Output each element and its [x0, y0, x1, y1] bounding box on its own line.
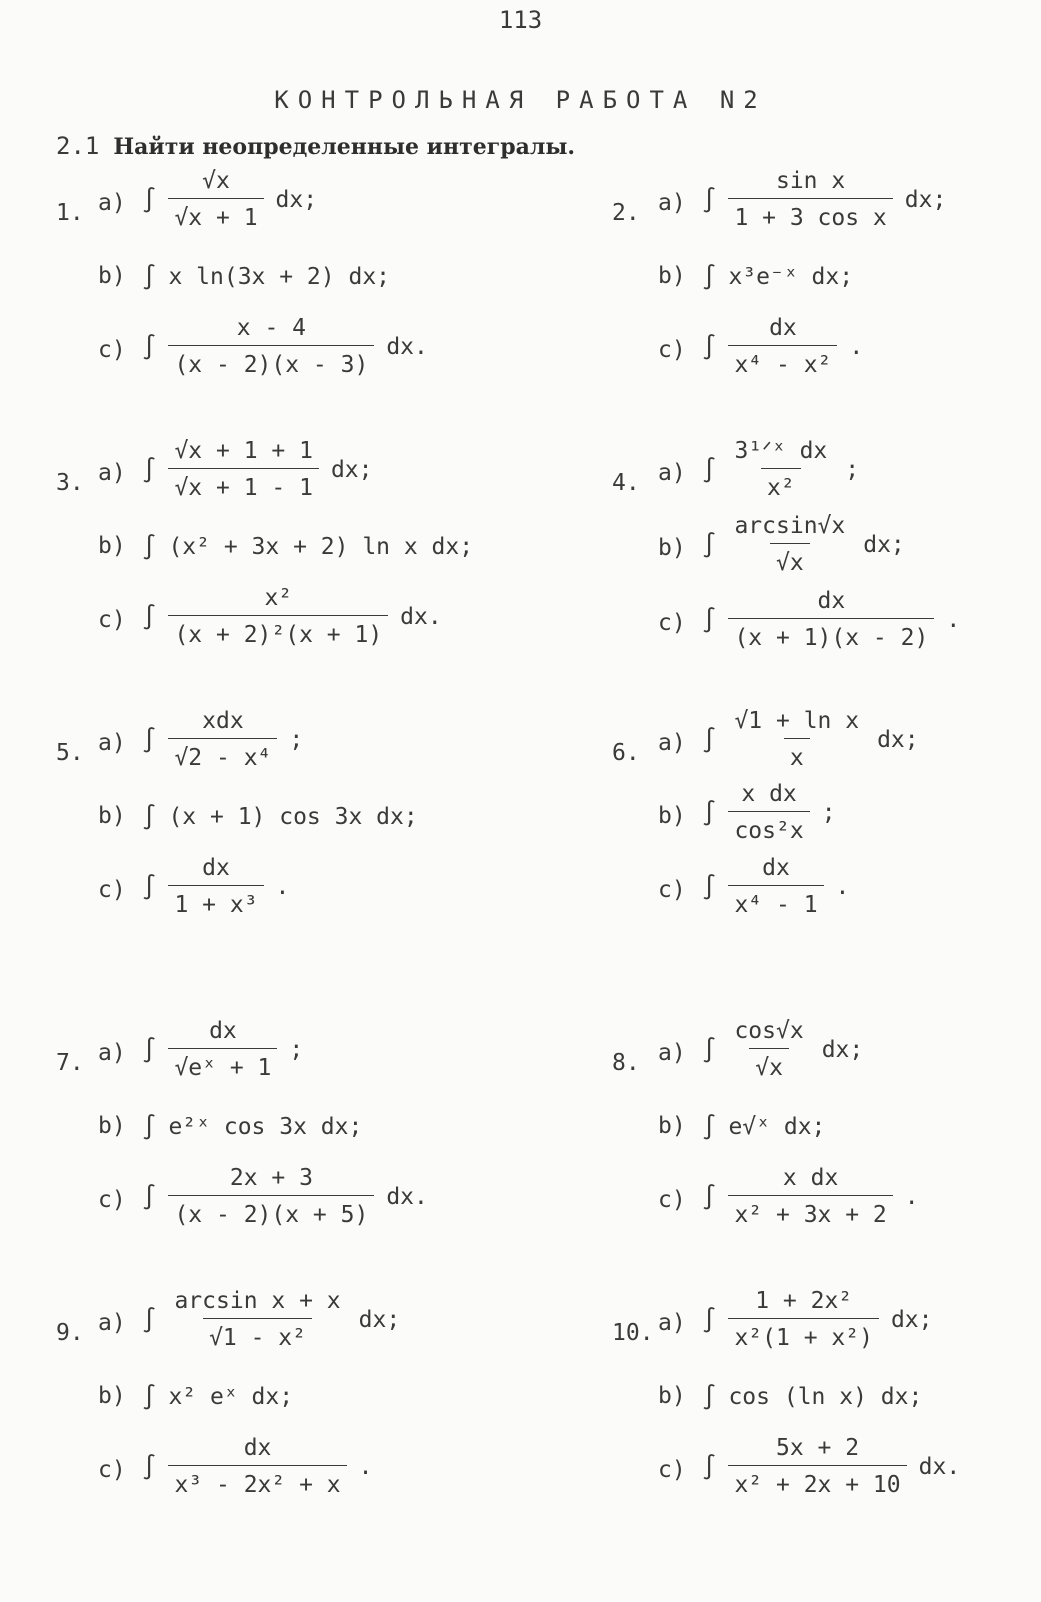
- part-label: a): [658, 460, 686, 486]
- integral-sign-icon: ∫: [142, 602, 157, 631]
- problem-number: 1.: [56, 200, 84, 226]
- integral-expression: [142, 1165, 428, 1228]
- integral-expression: [142, 168, 317, 231]
- integral-expression: [702, 315, 863, 378]
- fraction: [168, 1435, 346, 1498]
- integral-expression: [702, 588, 960, 651]
- integral-expression: [142, 533, 473, 561]
- integral-expression: [142, 263, 390, 291]
- denominator: x³ - 2x² + x: [168, 1465, 346, 1498]
- suffix: .: [275, 873, 290, 900]
- problem-number: 10.: [612, 1320, 654, 1346]
- numerator: arcsin x + x: [174, 1288, 341, 1314]
- integral-expression: [142, 803, 418, 831]
- suffix: dx.: [386, 333, 428, 360]
- part-label: c): [658, 610, 686, 636]
- integral-sign-icon: ∫: [142, 455, 157, 484]
- part-label: a): [98, 1310, 126, 1336]
- integral-sign-icon: ∫: [702, 1305, 717, 1334]
- integral-expression: [142, 315, 428, 378]
- fraction: [728, 781, 809, 844]
- part-label: b): [658, 263, 686, 289]
- integral-sign-icon: ∫: [702, 1035, 717, 1064]
- numerator: 3¹ᐟˣ dx: [734, 438, 828, 464]
- suffix: ;: [289, 1036, 304, 1063]
- expression-text: e√ˣ dx;: [728, 1114, 826, 1140]
- integral-sign-icon: ∫: [142, 332, 157, 361]
- problem-number: 8.: [612, 1050, 640, 1076]
- part-label: a): [98, 190, 126, 216]
- integral-expression: [702, 1383, 922, 1411]
- denominator: √x: [749, 1048, 789, 1081]
- integral-expression: [702, 438, 859, 501]
- integral-sign-icon: ∫: [702, 1383, 717, 1411]
- numerator: 2x + 3: [229, 1165, 313, 1191]
- part-label: b): [98, 533, 126, 559]
- section-text: Найти неопределенные интегралы.: [113, 134, 576, 160]
- part-label: c): [98, 337, 126, 363]
- denominator: cos²x: [728, 811, 809, 844]
- integral-sign-icon: ∫: [142, 1035, 157, 1064]
- part-label: a): [98, 730, 126, 756]
- integral-expression: [702, 263, 853, 291]
- fraction: [168, 1288, 346, 1351]
- denominator: x⁴ - x²: [728, 345, 837, 378]
- denominator: √2 - x⁴: [168, 738, 277, 771]
- expression-text: (x + 1) cos 3x dx;: [168, 804, 418, 830]
- fraction: [728, 1435, 906, 1498]
- integral-expression: [702, 1113, 825, 1141]
- integral-sign-icon: ∫: [702, 872, 717, 901]
- numerator: 1 + 2x²: [755, 1288, 853, 1314]
- denominator: √x + 1 - 1: [168, 468, 318, 501]
- suffix: dx;: [890, 1306, 933, 1333]
- section-heading: [56, 132, 575, 160]
- part-label: b): [658, 803, 686, 829]
- denominator: √x + 1: [168, 198, 263, 231]
- integral-expression: [142, 1288, 400, 1351]
- denominator: √x: [770, 543, 810, 576]
- integral-sign-icon: ∫: [142, 185, 157, 214]
- integral-sign-icon: ∫: [702, 455, 717, 484]
- integral-sign-icon: ∫: [702, 1182, 717, 1211]
- suffix: dx;: [821, 1036, 864, 1063]
- page-title: КОНТРОЛЬНАЯ РАБОТА N2: [274, 86, 767, 114]
- suffix: dx.: [386, 1183, 428, 1210]
- integral-sign-icon: ∫: [702, 263, 717, 291]
- denominator: x²: [761, 468, 801, 501]
- integral-expression: [702, 855, 849, 918]
- part-label: b): [658, 535, 686, 561]
- integral-sign-icon: ∫: [702, 798, 717, 827]
- suffix: ;: [289, 726, 304, 753]
- numerator: √x: [202, 168, 230, 194]
- problem-number: 6.: [612, 740, 640, 766]
- expression-text: x² eˣ dx;: [168, 1384, 294, 1410]
- part-label: c): [658, 1457, 686, 1483]
- numerator: xdx: [202, 708, 244, 734]
- expression-text: cos (ln x) dx;: [728, 1384, 923, 1410]
- problem-number: 7.: [56, 1050, 84, 1076]
- fraction: [728, 438, 833, 501]
- integral-sign-icon: ∫: [142, 725, 157, 754]
- integral-expression: [142, 708, 303, 771]
- suffix: .: [946, 606, 961, 633]
- problem-number: 9.: [56, 1320, 84, 1346]
- suffix: dx.: [918, 1453, 961, 1480]
- integral-sign-icon: ∫: [142, 1383, 157, 1411]
- problem-number: 4.: [612, 470, 640, 496]
- fraction: [168, 438, 318, 501]
- integral-sign-icon: ∫: [702, 1452, 717, 1481]
- suffix: dx;: [904, 186, 947, 213]
- integral-sign-icon: ∫: [702, 185, 717, 214]
- part-label: b): [98, 1113, 126, 1139]
- denominator: x: [784, 738, 810, 771]
- part-label: a): [98, 460, 126, 486]
- suffix: dx;: [358, 1306, 401, 1333]
- integral-sign-icon: ∫: [142, 803, 157, 831]
- integral-expression: [702, 781, 836, 844]
- denominator: (x - 2)(x + 5): [168, 1195, 374, 1228]
- fraction: [168, 855, 263, 918]
- denominator: √eˣ + 1: [168, 1048, 277, 1081]
- integral-sign-icon: ∫: [142, 1305, 157, 1334]
- numerator: x dx: [782, 1165, 839, 1191]
- integral-expression: [702, 1165, 919, 1228]
- expression-text: (x² + 3x + 2) ln x dx;: [168, 534, 474, 560]
- numerator: 5x + 2: [775, 1435, 860, 1461]
- suffix: ;: [821, 799, 836, 826]
- expression-text: x³e⁻ˣ dx;: [728, 264, 854, 290]
- numerator: dx: [817, 588, 846, 614]
- denominator: x² + 2x + 10: [728, 1465, 906, 1498]
- integral-expression: [142, 438, 372, 501]
- part-label: a): [658, 730, 686, 756]
- integral-expression: [702, 708, 919, 771]
- integral-expression: [142, 1383, 293, 1411]
- numerator: cos√x: [734, 1018, 804, 1044]
- numerator: x²: [264, 585, 293, 611]
- part-label: c): [98, 877, 126, 903]
- fraction: [728, 513, 851, 576]
- section-number: 2.1: [56, 132, 100, 160]
- part-label: c): [658, 1187, 686, 1213]
- suffix: dx.: [400, 603, 442, 630]
- integral-expression: [142, 855, 289, 918]
- integral-expression: [702, 513, 905, 576]
- part-label: c): [98, 607, 126, 633]
- integral-expression: [142, 585, 442, 648]
- integral-expression: [142, 1113, 362, 1141]
- denominator: (x + 1)(x - 2): [728, 618, 934, 651]
- numerator: √x + 1 + 1: [174, 438, 313, 464]
- integral-sign-icon: ∫: [702, 605, 717, 634]
- integral-sign-icon: ∫: [702, 332, 717, 361]
- denominator: x²(1 + x²): [728, 1318, 878, 1351]
- problem-number: 3.: [56, 470, 84, 496]
- expression-text: e²ˣ cos 3x dx;: [168, 1114, 363, 1140]
- integral-sign-icon: ∫: [142, 1113, 157, 1141]
- part-label: a): [98, 1040, 126, 1066]
- fraction: [168, 585, 388, 648]
- numerator: x dx: [741, 781, 797, 807]
- integral-expression: [702, 168, 946, 231]
- fraction: [728, 855, 823, 918]
- fraction: [728, 1288, 878, 1351]
- suffix: ;: [845, 456, 860, 483]
- suffix: dx;: [863, 531, 905, 558]
- denominator: √1 - x²: [203, 1318, 312, 1351]
- integral-sign-icon: ∫: [142, 872, 157, 901]
- denominator: x⁴ - 1: [728, 885, 823, 918]
- fraction: [728, 1018, 809, 1081]
- fraction: [168, 315, 374, 378]
- part-label: a): [658, 1310, 686, 1336]
- part-label: b): [98, 263, 126, 289]
- integral-expression: [142, 1435, 372, 1498]
- fraction: [168, 168, 263, 231]
- suffix: dx;: [275, 186, 318, 213]
- part-label: a): [658, 190, 686, 216]
- part-label: b): [658, 1383, 686, 1409]
- integral-sign-icon: ∫: [142, 1182, 157, 1211]
- numerator: dx: [209, 1018, 237, 1044]
- fraction: [728, 588, 934, 651]
- numerator: dx: [762, 855, 790, 881]
- suffix: dx;: [877, 726, 919, 753]
- integral-sign-icon: ∫: [702, 725, 717, 754]
- numerator: sin x: [775, 168, 846, 194]
- suffix: .: [849, 333, 864, 360]
- integral-expression: [702, 1018, 863, 1081]
- suffix: .: [904, 1183, 919, 1210]
- numerator: dx: [202, 855, 230, 881]
- fraction: [168, 1165, 374, 1228]
- part-label: c): [98, 1187, 126, 1213]
- denominator: 1 + 3 cos x: [728, 198, 892, 231]
- fraction: [728, 315, 837, 378]
- suffix: .: [835, 873, 850, 900]
- part-label: b): [98, 1383, 126, 1409]
- integral-sign-icon: ∫: [702, 1113, 717, 1141]
- part-label: c): [658, 337, 686, 363]
- part-label: c): [658, 877, 686, 903]
- integral-expression: [702, 1435, 960, 1498]
- expression-text: x ln(3x + 2) dx;: [168, 264, 391, 290]
- integral-sign-icon: ∫: [142, 533, 157, 561]
- numerator: √1 + ln x: [734, 708, 860, 734]
- problem-number: 2.: [612, 200, 640, 226]
- numerator: arcsin√x: [734, 513, 846, 539]
- denominator: 1 + x³: [168, 885, 263, 918]
- part-label: a): [658, 1040, 686, 1066]
- fraction: [728, 168, 892, 231]
- problem-number: 5.: [56, 740, 84, 766]
- suffix: dx;: [330, 456, 373, 483]
- fraction: [168, 1018, 277, 1081]
- fraction: [728, 708, 865, 771]
- fraction: [728, 1165, 892, 1228]
- denominator: (x - 2)(x - 3): [168, 345, 374, 378]
- suffix: .: [358, 1453, 373, 1480]
- integral-sign-icon: ∫: [702, 530, 717, 559]
- integral-sign-icon: ∫: [142, 263, 157, 291]
- denominator: (x + 2)²(x + 1): [168, 615, 388, 648]
- numerator: x - 4: [236, 315, 307, 341]
- integral-expression: [702, 1288, 932, 1351]
- numerator: dx: [243, 1435, 272, 1461]
- part-label: c): [98, 1457, 126, 1483]
- numerator: dx: [769, 315, 797, 341]
- integral-sign-icon: ∫: [142, 1452, 157, 1481]
- part-label: b): [98, 803, 126, 829]
- fraction: [168, 708, 277, 771]
- denominator: x² + 3x + 2: [728, 1195, 892, 1228]
- integral-expression: [142, 1018, 303, 1081]
- part-label: b): [658, 1113, 686, 1139]
- page-number: 113: [498, 6, 543, 34]
